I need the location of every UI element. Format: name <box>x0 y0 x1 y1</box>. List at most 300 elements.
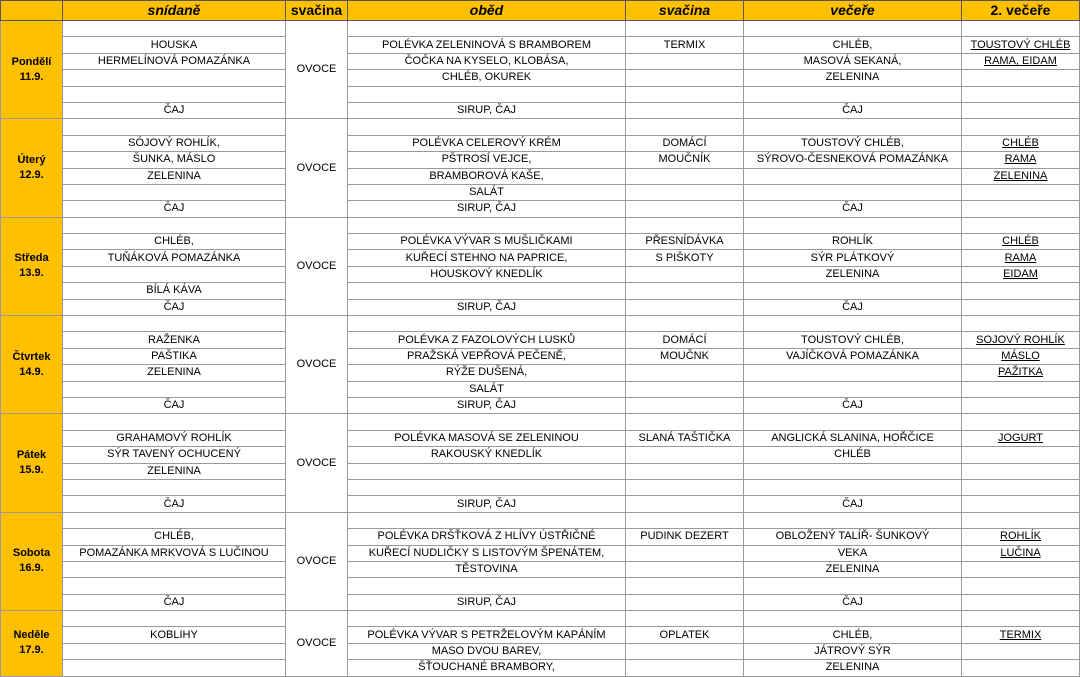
menu-row <box>1 119 1080 135</box>
day-date: 14.9. <box>19 365 44 378</box>
menu-row <box>1 643 1080 659</box>
day-date: 15.9. <box>19 464 44 477</box>
breakfast-text: HOUSKA <box>150 38 198 51</box>
snack-cell <box>626 86 744 102</box>
day-date: 12.9. <box>19 169 44 182</box>
breakfast-cell <box>63 299 286 315</box>
lunch-text: HOUSKOVÝ KNEDLÍK <box>430 268 543 281</box>
header-snack-1: svačina <box>286 1 348 21</box>
breakfast-cell <box>63 414 286 430</box>
snack-text: PUDINK DEZERT <box>640 530 729 543</box>
day-name: Pondělí <box>11 55 52 68</box>
second-dinner-cell <box>962 627 1080 643</box>
header-second-dinner: 2. večeře <box>962 1 1080 21</box>
menu-row <box>1 381 1080 397</box>
menu-row <box>1 168 1080 184</box>
breakfast-text: CHLÉB, <box>154 530 194 543</box>
dinner-cell <box>744 397 962 413</box>
breakfast-text: SÝR TAVENÝ OCHUCENÝ <box>107 448 241 461</box>
menu-row <box>1 512 1080 528</box>
breakfast-cell <box>63 479 286 495</box>
lunch-text: SIRUP, ČAJ <box>456 104 517 117</box>
lunch-cell <box>348 594 626 610</box>
breakfast-cell <box>63 70 286 86</box>
breakfast-text: ČAJ <box>163 497 185 510</box>
snack-cell <box>626 266 744 282</box>
second-dinner-cell <box>962 201 1080 217</box>
menu-row <box>1 447 1080 463</box>
lunch-text: SIRUP, ČAJ <box>456 399 517 412</box>
breakfast-text: ČAJ <box>163 300 185 313</box>
second-dinner-cell <box>962 381 1080 397</box>
second-dinner-cell <box>962 496 1080 512</box>
snack-cell <box>626 348 744 364</box>
breakfast-text: ČAJ <box>163 595 185 608</box>
breakfast-text: BÍLÁ KÁVA <box>146 284 202 297</box>
second-dinner-cell <box>962 414 1080 430</box>
second-dinner-cell <box>962 102 1080 118</box>
menu-row <box>1 332 1080 348</box>
second-dinner-text: ROHLÍK <box>1000 530 1041 543</box>
snack-cell <box>626 545 744 561</box>
snack-fruit-cell: OVOCE <box>286 611 348 677</box>
lunch-text: POLÉVKA CELEROVÝ KRÉM <box>412 136 561 149</box>
header-lunch: oběd <box>348 1 626 21</box>
breakfast-text: KOBLIHY <box>150 628 198 641</box>
breakfast-cell <box>63 561 286 577</box>
dinner-cell <box>744 463 962 479</box>
breakfast-text: TUŇÁKOVÁ POMAZÁNKA <box>107 251 241 264</box>
dinner-text: SÝR PLÁTKOVÝ <box>810 251 895 264</box>
lunch-cell <box>348 578 626 594</box>
second-dinner-text: EIDAM <box>1003 268 1038 281</box>
snack-cell <box>626 184 744 200</box>
dinner-cell <box>744 578 962 594</box>
dinner-text: JÁTROVÝ SÝR <box>814 645 891 658</box>
menu-row <box>1 529 1080 545</box>
dinner-cell <box>744 627 962 643</box>
dinner-cell <box>744 561 962 577</box>
second-dinner-cell <box>962 234 1080 250</box>
dinner-cell <box>744 53 962 69</box>
dinner-text: ČAJ <box>842 300 863 313</box>
header-corner <box>1 1 63 21</box>
menu-row <box>1 53 1080 69</box>
breakfast-cell <box>63 365 286 381</box>
snack-cell <box>626 463 744 479</box>
snack-cell <box>626 561 744 577</box>
snack-cell <box>626 447 744 463</box>
lunch-cell <box>348 168 626 184</box>
menu-row <box>1 545 1080 561</box>
breakfast-cell <box>63 578 286 594</box>
menu-row <box>1 496 1080 512</box>
menu-row <box>1 463 1080 479</box>
breakfast-cell <box>63 316 286 332</box>
menu-row <box>1 397 1080 413</box>
breakfast-text: ŠUNKA, MÁSLO <box>132 153 216 166</box>
second-dinner-cell <box>962 266 1080 282</box>
menu-row <box>1 21 1080 37</box>
day-label <box>1 316 63 414</box>
lunch-cell <box>348 627 626 643</box>
lunch-cell <box>348 217 626 233</box>
second-dinner-text: TOUSTOVÝ CHLÉB <box>970 38 1071 51</box>
lunch-cell <box>348 283 626 299</box>
day-name: Pátek <box>16 449 47 462</box>
menu-row <box>1 479 1080 495</box>
day-label <box>1 119 63 217</box>
second-dinner-cell <box>962 348 1080 364</box>
dinner-cell <box>744 332 962 348</box>
breakfast-cell <box>63 217 286 233</box>
second-dinner-cell <box>962 430 1080 446</box>
dinner-cell <box>744 266 962 282</box>
second-dinner-cell <box>962 512 1080 528</box>
lunch-text: SIRUP, ČAJ <box>456 595 517 608</box>
menu-body <box>1 21 1080 677</box>
breakfast-text: ZELENINA <box>147 169 201 182</box>
dinner-cell <box>744 512 962 528</box>
day-date: 16.9. <box>19 562 44 575</box>
lunch-cell <box>348 201 626 217</box>
dinner-text: VEKA <box>837 546 868 559</box>
menu-row <box>1 184 1080 200</box>
lunch-text: POLÉVKA DRŠŤKOVÁ Z HLÍVY ÚSTŘIČNÉ <box>377 530 596 543</box>
lunch-text: POLÉVKA VÝVAR S MUŠLIČKAMI <box>400 235 573 248</box>
lunch-cell <box>348 119 626 135</box>
lunch-text: CHLÉB, OKUREK <box>441 71 532 84</box>
menu-row <box>1 299 1080 315</box>
snack-cell <box>626 496 744 512</box>
dinner-text: CHLÉB, <box>832 628 873 641</box>
breakfast-text: SÓJOVÝ ROHLÍK, <box>128 136 220 149</box>
day-label <box>1 611 63 677</box>
lunch-text: POLÉVKA MASOVÁ SE ZELENINOU <box>394 431 579 444</box>
dinner-text: ČAJ <box>842 202 863 215</box>
snack-cell <box>626 37 744 53</box>
breakfast-text: PAŠTIKA <box>151 350 197 362</box>
snack-cell <box>626 660 744 676</box>
snack-cell <box>626 430 744 446</box>
lunch-cell <box>348 53 626 69</box>
menu-row <box>1 430 1080 446</box>
lunch-cell <box>348 643 626 659</box>
second-dinner-cell <box>962 250 1080 266</box>
dinner-text: ZELENINA <box>825 661 880 674</box>
snack-cell <box>626 201 744 217</box>
lunch-cell <box>348 250 626 266</box>
snack-text: TERMIX <box>663 38 706 51</box>
second-dinner-text: JOGURT <box>997 431 1044 444</box>
breakfast-cell <box>63 53 286 69</box>
lunch-text: ŠŤOUCHANÉ BRAMBORY, <box>418 661 555 674</box>
breakfast-text: RAŽENKA <box>148 333 200 346</box>
lunch-text: KUŘECÍ STEHNO NA PAPRICE, <box>405 251 568 264</box>
dinner-cell <box>744 119 962 135</box>
second-dinner-text: CHLÉB <box>1002 235 1039 248</box>
menu-row <box>1 561 1080 577</box>
menu-row <box>1 316 1080 332</box>
breakfast-text: ČAJ <box>163 202 185 215</box>
second-dinner-cell <box>962 283 1080 299</box>
lunch-text: SIRUP, ČAJ <box>456 300 517 313</box>
second-dinner-cell <box>962 86 1080 102</box>
menu-row <box>1 627 1080 643</box>
dinner-cell <box>744 201 962 217</box>
snack-cell <box>626 479 744 495</box>
second-dinner-cell <box>962 299 1080 315</box>
breakfast-cell <box>63 643 286 659</box>
second-dinner-cell <box>962 21 1080 37</box>
header-dinner: večeře <box>744 1 962 21</box>
second-dinner-cell <box>962 578 1080 594</box>
dinner-cell <box>744 660 962 676</box>
lunch-cell <box>348 479 626 495</box>
snack-text: SLANÁ TAŠTIČKA <box>638 431 731 444</box>
snack-cell <box>626 316 744 332</box>
breakfast-text: ZELENINA <box>147 464 201 477</box>
snack-fruit-cell: OVOCE <box>286 414 348 512</box>
snack-cell <box>626 594 744 610</box>
second-dinner-cell <box>962 70 1080 86</box>
lunch-cell <box>348 21 626 37</box>
breakfast-text: POMAZÁNKA MRKVOVÁ S LUČINOU <box>79 546 269 559</box>
snack-cell <box>626 250 744 266</box>
second-dinner-cell <box>962 152 1080 168</box>
snack-cell <box>626 299 744 315</box>
second-dinner-text: SOJOVÝ ROHLÍK <box>976 333 1065 346</box>
lunch-cell <box>348 37 626 53</box>
second-dinner-cell <box>962 184 1080 200</box>
breakfast-cell <box>63 266 286 282</box>
header-row <box>1 1 1080 21</box>
dinner-cell <box>744 217 962 233</box>
second-dinner-cell <box>962 316 1080 332</box>
lunch-cell <box>348 463 626 479</box>
breakfast-cell <box>63 234 286 250</box>
snack-cell <box>626 21 744 37</box>
dinner-text: CHLÉB <box>834 448 871 461</box>
lunch-cell <box>348 135 626 151</box>
day-date: 11.9. <box>19 70 44 83</box>
dinner-text: ČAJ <box>842 399 863 412</box>
menu-row <box>1 86 1080 102</box>
second-dinner-cell <box>962 217 1080 233</box>
dinner-cell <box>744 611 962 627</box>
lunch-text: ČOČKA NA KYSELO, KLOBÁSA, <box>404 54 569 67</box>
dinner-text: TOUSTOVÝ CHLÉB, <box>801 333 904 346</box>
dinner-text: ZELENINA <box>825 563 880 576</box>
breakfast-cell <box>63 135 286 151</box>
breakfast-cell <box>63 627 286 643</box>
breakfast-cell <box>63 545 286 561</box>
menu-row <box>1 365 1080 381</box>
breakfast-cell <box>63 283 286 299</box>
dinner-cell <box>744 381 962 397</box>
dinner-text: ČAJ <box>842 595 863 608</box>
breakfast-cell <box>63 594 286 610</box>
dinner-cell <box>744 152 962 168</box>
breakfast-cell <box>63 463 286 479</box>
second-dinner-cell <box>962 53 1080 69</box>
lunch-text: POLÉVKA Z FAZOLOVÝCH LUSKŮ <box>397 333 576 346</box>
snack-cell <box>626 365 744 381</box>
lunch-cell <box>348 86 626 102</box>
lunch-cell <box>348 70 626 86</box>
day-date: 17.9. <box>19 644 44 657</box>
lunch-text: RAKOUSKÝ KNEDLÍK <box>430 448 543 461</box>
day-label <box>1 217 63 315</box>
breakfast-cell <box>63 496 286 512</box>
dinner-cell <box>744 545 962 561</box>
snack-cell <box>626 332 744 348</box>
menu-row <box>1 283 1080 299</box>
lunch-text: POLÉVKA ZELENINOVÁ S BRAMBOREM <box>381 38 592 51</box>
second-dinner-cell <box>962 545 1080 561</box>
lunch-cell <box>348 184 626 200</box>
dinner-text: CHLÉB, <box>832 38 873 51</box>
dinner-text: ČAJ <box>842 104 863 117</box>
second-dinner-text: CHLÉB <box>1002 136 1039 149</box>
dinner-cell <box>744 70 962 86</box>
second-dinner-cell <box>962 37 1080 53</box>
lunch-text: SIRUP, ČAJ <box>456 497 517 510</box>
dinner-text: MASOVÁ SEKANÁ, <box>803 54 902 67</box>
day-label <box>1 512 63 610</box>
lunch-cell <box>348 611 626 627</box>
lunch-cell <box>348 430 626 446</box>
lunch-text: SALÁT <box>469 186 504 199</box>
dinner-text: VAJÍČKOVÁ POMAZÁNKA <box>785 350 920 362</box>
second-dinner-cell <box>962 332 1080 348</box>
dinner-cell <box>744 184 962 200</box>
second-dinner-text: RAMA <box>1004 153 1037 166</box>
second-dinner-text: RAMA, EIDAM <box>984 54 1057 67</box>
breakfast-cell <box>63 21 286 37</box>
dinner-cell <box>744 365 962 381</box>
lunch-text: POLÉVKA VÝVAR S PETRŽELOVÝM KAPÁNÍM <box>367 628 606 641</box>
dinner-text: ZELENINA <box>825 268 880 281</box>
day-name: Středa <box>14 252 49 265</box>
dinner-cell <box>744 430 962 446</box>
menu-row <box>1 414 1080 430</box>
menu-row <box>1 250 1080 266</box>
header-snack-2: svačina <box>626 1 744 21</box>
menu-row <box>1 611 1080 627</box>
breakfast-cell <box>63 250 286 266</box>
breakfast-text: ČAJ <box>163 399 185 412</box>
dinner-text: ČAJ <box>842 497 863 510</box>
dinner-cell <box>744 316 962 332</box>
lunch-cell <box>348 234 626 250</box>
lunch-text: BRAMBOROVÁ KAŠE, <box>429 169 544 182</box>
snack-fruit-cell: OVOCE <box>286 119 348 217</box>
day-label <box>1 21 63 119</box>
breakfast-cell <box>63 430 286 446</box>
lunch-text: MASO DVOU BAREV, <box>431 645 542 658</box>
lunch-text: RÝŽE DUŠENÁ, <box>445 366 528 379</box>
snack-cell <box>626 234 744 250</box>
lunch-text: KUŘECÍ NUDLIČKY S LISTOVÝM ŠPENÁTEM, <box>368 546 605 559</box>
menu-row <box>1 660 1080 676</box>
dinner-text: ANGLICKÁ SLANINA, HOŘČICE <box>771 431 934 444</box>
second-dinner-cell <box>962 594 1080 610</box>
lunch-cell <box>348 299 626 315</box>
lunch-cell <box>348 381 626 397</box>
lunch-cell <box>348 512 626 528</box>
dinner-cell <box>744 102 962 118</box>
snack-cell <box>626 627 744 643</box>
lunch-cell <box>348 447 626 463</box>
lunch-cell <box>348 348 626 364</box>
lunch-cell <box>348 529 626 545</box>
menu-row <box>1 37 1080 53</box>
lunch-text: PŠTROSÍ VEJCE, <box>441 153 532 166</box>
dinner-cell <box>744 414 962 430</box>
dinner-cell <box>744 496 962 512</box>
second-dinner-text: MÁSLO <box>1001 350 1040 362</box>
breakfast-cell <box>63 152 286 168</box>
snack-fruit-cell: OVOCE <box>286 512 348 610</box>
breakfast-cell <box>63 381 286 397</box>
dinner-cell <box>744 250 962 266</box>
menu-row <box>1 102 1080 118</box>
breakfast-text: ČAJ <box>163 104 185 117</box>
dinner-text: TOUSTOVÝ CHLÉB, <box>801 136 904 149</box>
second-dinner-cell <box>962 119 1080 135</box>
snack-cell <box>626 529 744 545</box>
breakfast-cell <box>63 184 286 200</box>
breakfast-text: GRAHAMOVÝ ROHLÍK <box>116 431 232 444</box>
snack-fruit-cell: OVOCE <box>286 21 348 119</box>
dinner-cell <box>744 168 962 184</box>
menu-row <box>1 152 1080 168</box>
breakfast-text: ZELENINA <box>147 366 201 379</box>
snack-cell <box>626 414 744 430</box>
dinner-cell <box>744 643 962 659</box>
breakfast-cell <box>63 512 286 528</box>
snack-text: DOMÁCÍ <box>662 333 707 346</box>
snack-cell <box>626 643 744 659</box>
menu-row <box>1 266 1080 282</box>
second-dinner-cell <box>962 168 1080 184</box>
breakfast-cell <box>63 201 286 217</box>
snack-cell <box>626 53 744 69</box>
header-breakfast: snídaně <box>63 1 286 21</box>
dinner-cell <box>744 135 962 151</box>
dinner-text: ZELENINA <box>825 71 880 84</box>
dinner-cell <box>744 37 962 53</box>
second-dinner-cell <box>962 463 1080 479</box>
dinner-cell <box>744 348 962 364</box>
dinner-cell <box>744 283 962 299</box>
snack-text: S PIŠKOTY <box>655 251 714 264</box>
menu-row <box>1 234 1080 250</box>
second-dinner-cell <box>962 135 1080 151</box>
lunch-cell <box>348 496 626 512</box>
dinner-cell <box>744 299 962 315</box>
snack-cell <box>626 283 744 299</box>
snack-cell <box>626 102 744 118</box>
menu-row <box>1 578 1080 594</box>
lunch-cell <box>348 545 626 561</box>
breakfast-cell <box>63 348 286 364</box>
menu-row <box>1 70 1080 86</box>
second-dinner-text: RAMA <box>1004 251 1037 264</box>
second-dinner-cell <box>962 643 1080 659</box>
breakfast-cell <box>63 86 286 102</box>
